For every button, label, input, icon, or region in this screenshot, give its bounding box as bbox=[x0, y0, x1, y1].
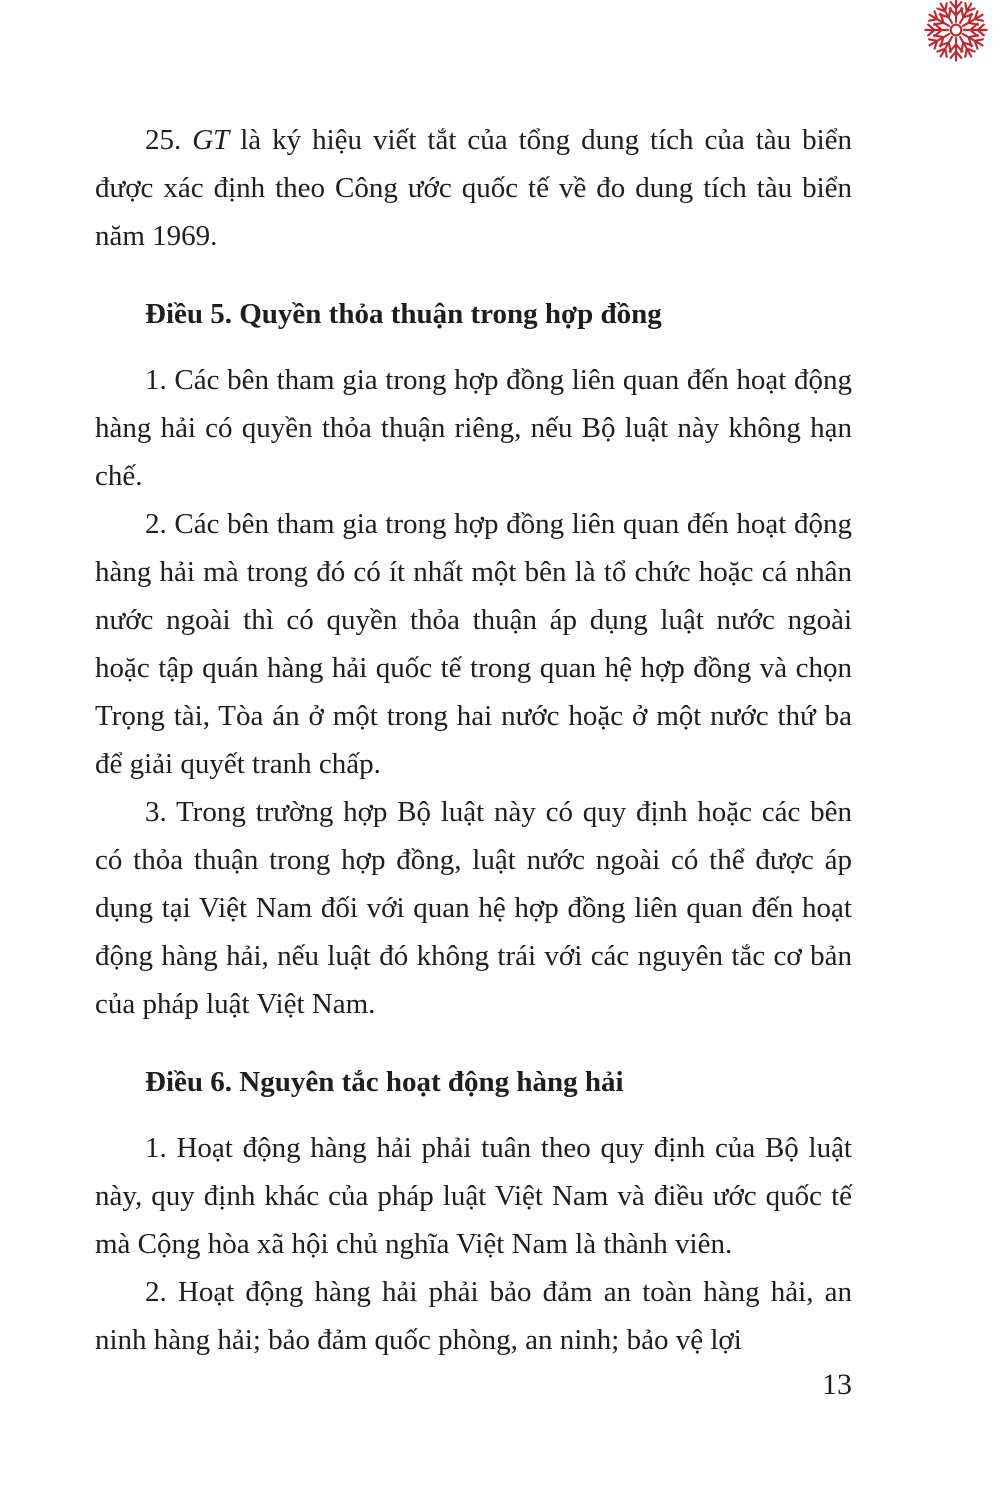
article6-clause-2: 2. Hoạt động hàng hải phải bảo đảm an toàn hàng hải, an ninh hàng hải; bảo đảm quốc phòng, an ninh; bảo vệ lợi bbox=[95, 1276, 852, 1356]
definition-25-term: GT bbox=[192, 124, 230, 156]
article5-clause-1: 1. Các bên tham gia trong hợp đồng liên quan đến hoạt động hàng hải có quyền thỏa thuận riêng, nếu Bộ luật này không hạn chế. bbox=[95, 364, 852, 492]
definition-25-prefix: 25. bbox=[145, 124, 193, 156]
page-number: 13 bbox=[822, 1368, 852, 1401]
publisher-emblem-icon bbox=[920, 0, 992, 66]
article5-heading: Điều 5. Quyền thỏa thuận trong hợp đồng bbox=[145, 298, 662, 330]
article6-heading: Điều 6. Nguyên tắc hoạt động hàng hải bbox=[145, 1066, 624, 1098]
definition-25-text: là ký hiệu viết tắt của tổng dung tích của tàu biển được xác định theo Công ước quốc tế về đo dung tích tàu biển năm 1969. bbox=[95, 124, 853, 252]
article5-clause-2: 2. Các bên tham gia trong hợp đồng liên quan đến hoạt động hàng hải mà trong đó có ít nhất một bên là tổ chức hoặc cá nhân nước ngoài thì có quyền thỏa thuận áp dụng luật nước ngoài hoặc tập quán hàng hải quốc tế trong quan hệ hợp đồng và chọn Trọng tài, Tòa án ở một trong hai nước hoặc ở một nước thứ ba để giải quyết tranh chấp. bbox=[95, 508, 852, 780]
article5-clause-3: 3. Trong trường hợp Bộ luật này có quy định hoặc các bên có thỏa thuận trong hợp đồng, luật nước ngoài có thể được áp dụng tại Việt Nam đối với quan hệ hợp đồng liên quan đến hoạt động hàng hải, nếu luật đó không trái với các nguyên tắc cơ bản của pháp luật Việt Nam. bbox=[95, 796, 852, 1020]
paragraph-definition-25 bbox=[95, 116, 852, 260]
article6-clause-1: 1. Hoạt động hàng hải phải tuân theo quy định của Bộ luật này, quy định khác của pháp luật Việt Nam và điều ước quốc tế mà Cộng hòa xã hội chủ nghĩa Việt Nam là thành viên. bbox=[95, 1132, 852, 1260]
